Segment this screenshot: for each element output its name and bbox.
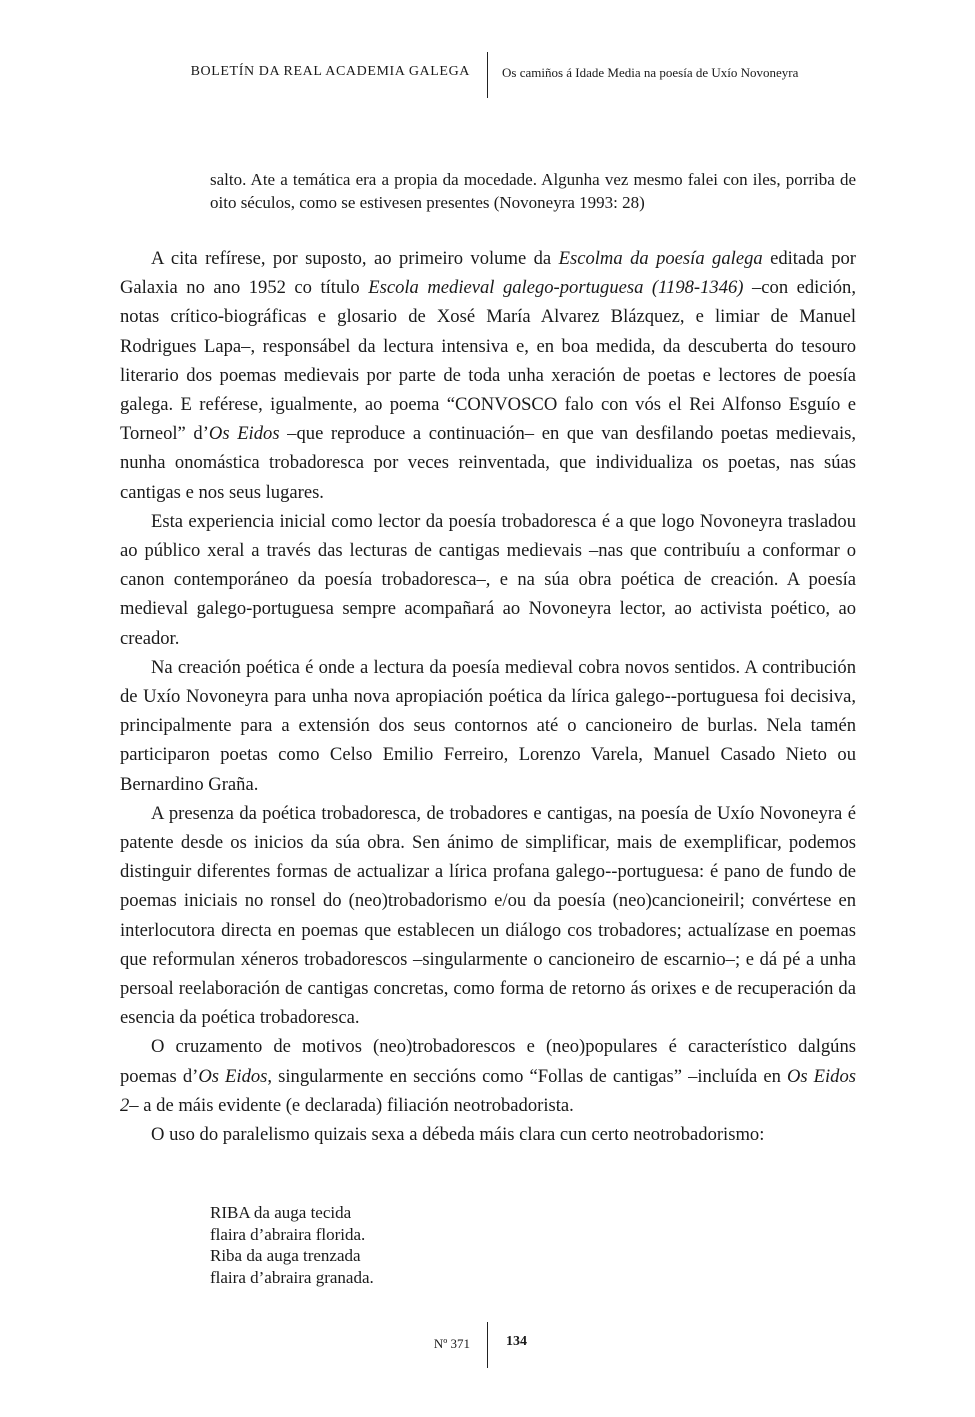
article-title: Os camiños á Idade Media na poesía de Uxío Novoneyra [502,65,799,80]
header-divider [487,52,488,98]
paragraph-6: O uso do paralelismo quizais sexa a débeda máis clara cun certo neotrobadorismo: [151,1124,765,1146]
paragraph-5: O cruzamento de motivos (neo)trobadorescos e (neo)populares é característico dalgúns poemas d’Os Eidos, singularmente en seccións como “Follas de cantigas” –incluída en Os Eidos 2– a de máis evidente (e declarada) filiación neotrobadorista. [120,1036,857,1116]
verse-quote [210,1202,374,1288]
verse-line: flaira d’abraira granada. [210,1267,374,1287]
footer-divider [487,1322,488,1368]
paragraph-1: A cita refírese, por suposto, ao primeiro volume da Escolma da poesía galega editada por Galaxia no ano 1952 co título Escola medieval galego-portuguesa (1198-1346) –con edición, notas crítico-biográficas e glosario de Xosé María Alvarez Blázquez, e limiar de Manuel Rodrigues Lapa–, responsábel da lectura intensiva e, en boa medida, da descuberta do tesouro literario dos poemas medievais por parte de toda unha xeración de poetas e lectores de poesía galega. E reférese, igualmente, ao poema “CONVOSCO falo con vós el Rei Alfonso Esguío e Torneol” d’Os Eidos –que reproduce a continuación– en que van desfilando poetas medievais, nunha onomástica trobadoresca por veces reinventada, que individualiza os poetas, nas súas cantigas e nos seus lugares. [120,248,856,503]
page-number: 134 [506,1334,527,1349]
block-quote: salto. Ate a temática era a propia da mocedade. Algunha vez mesmo falei con iles, porriba de oito séculos, como se estivesen presentes (Novoneyra 1993: 28) [210,170,856,212]
article-body [120,244,856,1149]
paragraph-2: Esta experiencia inicial como lector da poesía trobadoresca é a que logo Novoneyra trasladou ao público xeral a través das lecturas de cantigas medievais –nas que contribuíu a conformar o canon contemporáneo da poesía trobadoresca–, e na súa obra poética de creación. A poesía medieval galego-portuguesa sempre acompañará ao Novoneyra lector, ao activista poético, ao creador. [120,510,856,649]
journal-title: BOLETÍN DA REAL ACADEMIA GALEGA [190,64,470,79]
verse-line: RIBA da auga tecida [210,1203,352,1222]
verse-line: Riba da auga trenzada [210,1246,361,1265]
issue-number: Nº 371 [433,1336,470,1351]
paragraph-4: A presenza da poética trobadoresca, de trobadores e cantigas, na poesía de Uxío Novoneyra é patente desde os inicios da súa obra. Sen ánimo de simplificar, mais de exemplificar, podemos distinguir diferentes formas de actualizar a lírica profana galego--portuguesa: é pano de fundo de poemas iniciais no ronsel do (neo)trobadorismo e/ou da poesía (neo)cancioneiril; convértese en interlocutora directa en poemas que establecen un diálogo cos trobadores; actualízase en poemas que reformulan xéneros trobadorescos –singularmente o cancioneiro de escarnio–; e dá pé a unha persoal reelaboración de cantigas concretas, como forma de retorno ás orixes e de recuperación da esencia da poética trobadoresca. [120,802,856,1029]
verse-line: flaira d’abraira florida. [210,1224,366,1244]
paragraph-3: Na creación poética é onde a lectura da poesía medieval cobra novos sentidos. A contribución de Uxío Novoneyra para unha nova apropiación poética da lírica galego--portuguesa foi decisiva, principalmente para a extensión dos seus contornos até o cancioneiro de burlas. Nela tamén participaron poetas como Celso Emilio Ferreiro, Lorenzo Varela, Manuel Casado Nieto ou Bernardino Graña. [120,656,856,795]
